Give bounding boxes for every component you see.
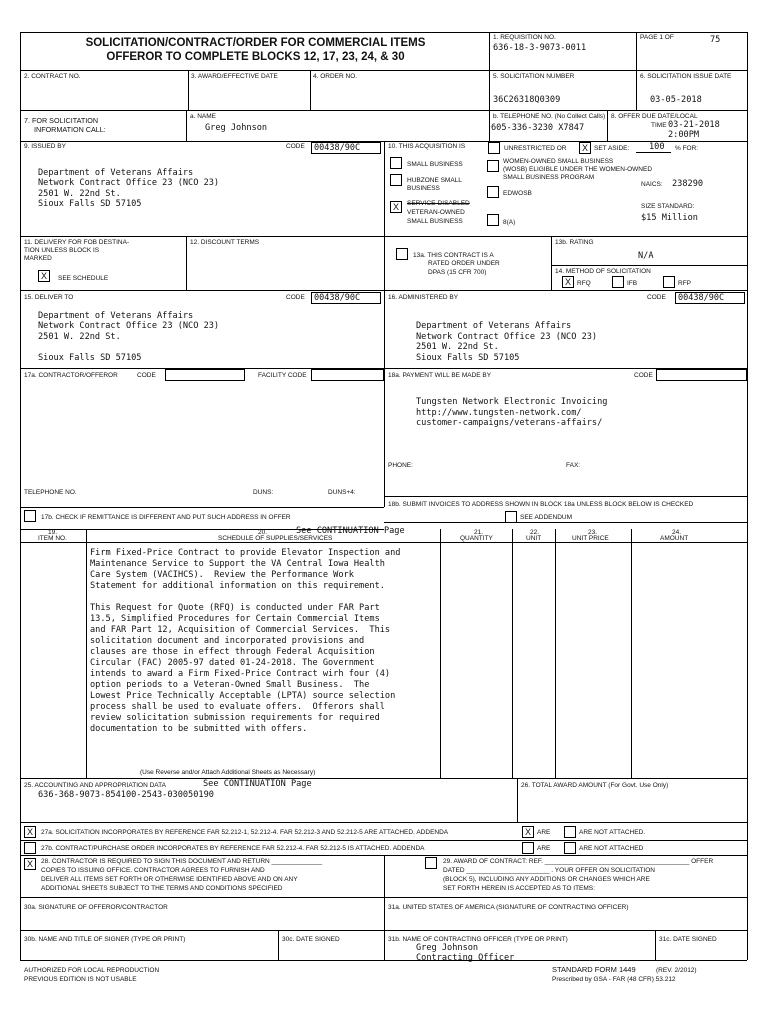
form-title: SOLICITATION/CONTRACT/ORDER FOR COMMERCIAL ITEMS <box>85 37 426 49</box>
remittance-label: 17b. CHECK IF REMITTANCE IS DIFFERENT AND PUT SUCH ADDRESS IN OFFER <box>41 514 291 521</box>
signer-name-label: 30b. NAME AND TITLE OF SIGNER (TYPE OR PRINT) <box>24 936 186 943</box>
eight-a-checkbox[interactable] <box>487 214 499 226</box>
naics-code[interactable]: 238290 <box>672 179 704 189</box>
block-29-line-3: (BLOCK 5), INCLUDING ANY ADDITIONS OR CHANGES WHICH ARE <box>443 876 650 883</box>
unrestricted-checkbox[interactable] <box>488 142 500 154</box>
eight-a-label: 8(A) <box>503 219 516 226</box>
rfp-label: RFP <box>678 280 691 287</box>
footer-previous-edition: PREVIOUS EDITION IS NOT USABLE <box>24 976 137 983</box>
administered-by-line-4: Sioux Falls SD 57105 <box>416 353 520 363</box>
remittance-checkbox[interactable] <box>24 510 36 522</box>
total-award-label: 26. TOTAL AWARD AMOUNT (For Govt. Use Only) <box>521 782 669 789</box>
wosb-label-3: SMALL BUSINESS PROGRAM <box>503 174 595 181</box>
col-unit-label: UNIT <box>526 535 542 542</box>
col-quantity-num: 21. <box>474 529 484 536</box>
schedule-p2-l6: Circular (FAC) 2005-97 dated 01-24-2018. The Government <box>90 658 375 668</box>
col-item-label: ITEM NO. <box>38 535 67 542</box>
block-29-line-4: SET FORTH HEREIN IS ACCEPTED AS TO ITEMS: <box>443 885 595 892</box>
offer-due-date[interactable]: 03-21-2018 <box>668 120 720 130</box>
col-schedule-label: SCHEDULE OF SUPPLIES/SERVICES <box>218 535 333 542</box>
sdvosb-label-1: SERVICE-DISABLED <box>407 200 470 207</box>
rfp-checkbox[interactable] <box>663 276 675 288</box>
addendum-label: SEE ADDENDUM <box>520 514 573 521</box>
acquisition-label: 10. THIS ACQUISITION IS <box>388 143 466 150</box>
requisition-number[interactable]: 636-18-3-9073-0011 <box>493 43 587 53</box>
hubzone-label-2: BUSINESS <box>407 185 440 192</box>
see-schedule-label: SEE SCHEDULE <box>58 275 109 282</box>
submit-invoices-label: 18b. SUBMIT INVOICES TO ADDRESS SHOWN IN BLOCK 18a UNLESS BLOCK BELOW IS CHECKED <box>388 501 694 508</box>
issued-by-label: 9. ISSUED BY <box>24 143 66 150</box>
officer-date-label: 31c. DATE SIGNED <box>659 936 717 943</box>
schedule-p2-l8: option periods to a Veteran-Owned Small Business. The <box>90 680 370 690</box>
col-amount-label: AMOUNT <box>660 535 689 542</box>
administered-by-line-3: 2501 W. 22nd St. <box>416 342 499 352</box>
payment-line-2[interactable]: http://www.tungsten-network.com/ <box>416 408 582 418</box>
addenda-b-are-not-label: ARE NOT ATTACHED <box>579 845 644 852</box>
offeror-signature-label: 30a. SIGNATURE OF OFFEROR/CONTRACTOR <box>24 904 168 911</box>
issued-by-line-1: Department of Veterans Affairs <box>38 168 194 178</box>
block-28-line-3: DELIVER ALL ITEMS SET FORTH OR OTHERWISE IDENTIFIED ABOVE AND ON ANY <box>41 876 298 883</box>
footer-revision: (REV. 2/2012) <box>656 967 697 974</box>
addenda-are-checkbox[interactable]: X <box>522 826 534 838</box>
facility-code-field[interactable] <box>311 369 384 381</box>
schedule-p2-l11: review solicitation submission requirements for required <box>90 713 380 723</box>
award-date-label: 3. AWARD/EFFECTIVE DATE <box>191 73 278 80</box>
issue-date-label: 6. SOLICITATION ISSUE DATE <box>640 73 732 80</box>
schedule-p2-l5: clauses are those in effect through Federal Acquisition <box>90 647 375 657</box>
page-total: 75 <box>710 35 721 45</box>
col-amount-num: 24. <box>672 529 682 536</box>
percent-for-label: % FOR: <box>675 145 699 152</box>
form-subtitle: OFFEROR TO COMPLETE BLOCKS 12, 17, 23, 24, & 30 <box>106 51 405 63</box>
facility-code-label: FACILITY CODE <box>258 372 307 379</box>
info-call-label: 7. FOR SOLICITATION <box>24 116 99 125</box>
schedule-p2-l1: This Request for Quote (RFQ) is conducted under FAR Part <box>90 603 380 613</box>
issued-by-line-4: Sioux Falls SD 57105 <box>38 199 142 209</box>
rated-order-label-2: RATED ORDER UNDER <box>428 260 500 267</box>
wosb-checkbox[interactable] <box>487 160 499 172</box>
name-label: a. NAME <box>190 113 217 120</box>
info-call-label-2: INFORMATION CALL: <box>34 125 106 134</box>
deliver-to-line-2: Network Contract Office 23 (NCO 23) <box>38 321 220 331</box>
clause-27b-label: 27b. CONTRACT/PURCHASE ORDER INCORPORATES BY REFERENCE FAR 52.212-4. FAR 52.212-5 IS ATTACHED. ADDENDA <box>41 845 425 852</box>
deliver-to-label: 15. DELIVER TO <box>24 294 74 301</box>
wosb-label-1: WOMEN-OWNED SMALL BUSINESS <box>503 158 614 165</box>
contractor-label: 17a. CONTRACTOR/OFFEROR <box>24 372 118 379</box>
payment-code-label: CODE <box>634 372 653 379</box>
offer-due-time[interactable]: 2:00PM <box>668 130 700 140</box>
schedule-see-continuation: See CONTINUATION Page <box>296 526 405 536</box>
rfq-checkbox[interactable]: X <box>562 276 574 288</box>
solicitation-number[interactable]: 36C26318Q0309 <box>493 95 561 105</box>
size-standard-label: SIZE STANDARD: <box>641 203 695 210</box>
contact-name[interactable]: Greg Johnson <box>205 123 268 133</box>
deliver-to-line-5: Sioux Falls SD 57105 <box>38 353 142 363</box>
delivery-label-2: TION UNLESS BLOCK IS <box>24 247 100 254</box>
contractor-code-label: CODE <box>137 372 156 379</box>
rated-order-checkbox[interactable] <box>396 248 408 260</box>
schedule-p1-l4: Statement for additional information on this requirement. <box>90 581 385 591</box>
block-28-line-4: ADDITIONAL SHEETS SUBJECT TO THE TERMS AND CONDITIONS SPECIFIED <box>41 885 283 892</box>
block-28-line-2: COPIES TO ISSUING OFFICE. CONTRACTOR AGREES TO FURNISH AND <box>41 867 265 874</box>
contact-phone[interactable]: 605-336-3230 X7847 <box>491 123 585 133</box>
col-unit-price-label: UNIT PRICE <box>572 535 609 542</box>
col-schedule-num: 20. <box>258 529 268 536</box>
issued-by-code[interactable]: 00438/90C <box>311 142 381 154</box>
addenda-are-label: ARE <box>537 829 551 836</box>
duns-label: DUNS: <box>253 489 274 496</box>
addendum-checkbox[interactable] <box>505 511 517 523</box>
edwosb-label: EDWOSB <box>503 190 532 197</box>
footer-reproduction: AUTHORIZED FOR LOCAL REPRODUCTION <box>24 967 160 974</box>
clause-27b-checkbox[interactable] <box>24 842 36 854</box>
see-schedule-checkbox[interactable]: X <box>38 270 50 282</box>
phone-label: b. TELEPHONE NO. (No Collect Calls) <box>493 113 606 120</box>
footer-prescribed: Prescribed by GSA - FAR (48 CFR) 53.212 <box>552 976 676 983</box>
payment-phone-label: PHONE: <box>388 462 413 469</box>
addenda-b-are-checkbox[interactable] <box>522 842 534 854</box>
schedule-p2-l9: Lowest Price Technically Acceptable (LPTA) source selection <box>90 691 396 701</box>
administered-by-code-label: CODE <box>647 294 666 301</box>
payment-code-field[interactable] <box>656 369 747 381</box>
discount-terms-label: 12. DISCOUNT TERMS <box>190 239 260 246</box>
col-unit-num: 22. <box>530 529 540 536</box>
unrestricted-label: UNRESTRICTED OR <box>504 145 567 152</box>
deliver-to-line-1: Department of Veterans Affairs <box>38 311 194 321</box>
officer-name-label: 31b. NAME OF CONTRACTING OFFICER (TYPE OR PRINT) <box>388 936 568 943</box>
delivery-label-1: 11. DELIVERY FOR FOB DESTINA- <box>24 239 130 246</box>
officer-name[interactable]: Greg Johnson <box>416 943 479 953</box>
rating-value[interactable]: N/A <box>638 251 654 261</box>
wosb-label-2: (WOSB) ELIGIBLE UNDER THE WOMEN-OWNED <box>503 166 653 173</box>
administered-by-line-2: Network Contract Office 23 (NCO 23) <box>416 332 598 342</box>
block-28-line-1: 28. CONTRACTOR IS REQUIRED TO SIGN THIS DOCUMENT AND RETURN ______________ <box>41 858 323 865</box>
small-business-label: SMALL BUSINESS <box>407 161 463 168</box>
small-business-checkbox[interactable] <box>390 157 402 169</box>
schedule-p2-l7: intends to award a Firm Fixed-Price Contract wirh four (4) <box>90 669 391 679</box>
col-unit-price-num: 23. <box>588 529 598 536</box>
sdvosb-label-3: SMALL BUSINESS <box>407 218 463 225</box>
schedule-p2-l3: and FAR Part 12, Acquisition of Commercial Services. This <box>90 625 391 635</box>
accounting-data[interactable]: 636-368-9073-854100-2543-030050190 <box>38 790 214 800</box>
solicitation-number-label: 5. SOLICITATION NUMBER <box>493 73 575 80</box>
schedule-p2-l2: 13.5, Simplified Procedures for Certain Commercial Items <box>90 614 380 624</box>
sdvosb-label-2: VETERAN-OWNED <box>407 209 465 216</box>
block-29-checkbox[interactable] <box>425 857 437 869</box>
addenda-are-not-checkbox[interactable] <box>564 826 576 838</box>
ifb-checkbox[interactable] <box>612 276 624 288</box>
offer-due-time-label: TIME <box>651 122 667 129</box>
schedule-p1-l2: Maintenance Service to Support the VA Central Iowa Health <box>90 559 385 569</box>
contractor-code-field[interactable] <box>165 369 245 381</box>
addenda-are-not-label: ARE NOT ATTACHED. <box>579 829 646 836</box>
requisition-label: 1. REQUISITION NO. <box>493 34 556 41</box>
payment-line-1: Tungsten Network Electronic Invoicing <box>416 397 608 407</box>
set-aside-label: SET ASIDE: <box>594 145 630 152</box>
duns4-label: DUNS+4: <box>328 489 356 496</box>
size-standard-value[interactable]: $15 Million <box>641 213 698 223</box>
rating-label: 13b. RATING <box>555 239 594 246</box>
block-29-line-2: DATED _______________________ . YOUR OFFER ON SOLICITATION <box>443 867 655 874</box>
set-aside-percent[interactable]: 100 <box>649 142 665 152</box>
naics-label: NAICS: <box>641 181 663 188</box>
block-28-checkbox[interactable]: X <box>24 858 36 870</box>
deliver-to-code-label: CODE <box>286 294 305 301</box>
col-quantity-label: QUANTITY <box>460 535 493 542</box>
administered-by-label: 16. ADMINISTERED BY <box>388 294 459 301</box>
schedule-p2-l4: solicitation document and incorporated provisions and <box>90 636 365 646</box>
clause-27a-label: 27a. SOLICITATION INCORPORATES BY REFERENCE FAR 52.212-1, 52.212-4. FAR 52.212-3 AND 52.212-5 ARE ATTACHED. ADDENDA <box>41 829 449 836</box>
officer-title[interactable]: Contracting Officer <box>416 953 515 963</box>
page-label: PAGE 1 OF <box>640 34 674 41</box>
rfq-label: RFQ <box>577 280 591 287</box>
schedule-p2-l12: documentation to be submitted with offers. <box>90 724 308 734</box>
schedule-p1-l3: Care System (VACIHCS). Review the Performance Work <box>90 570 354 580</box>
schedule-p2-l10: process shall be used to evaluate offers. Offerors shall <box>90 702 385 712</box>
rated-order-label-1: 13a. THIS CONTRACT IS A <box>413 252 494 259</box>
schedule-p1-l1: Firm Fixed-Price Contract to provide Elevator Inspection and <box>90 548 401 558</box>
clause-27a-checkbox[interactable]: X <box>24 826 36 838</box>
telephone-label: TELEPHONE NO. <box>24 489 77 496</box>
contract-no-label: 2. CONTRACT NO. <box>24 73 81 80</box>
payment-fax-label: FAX: <box>566 462 581 469</box>
issued-by-code-label: CODE <box>286 143 305 150</box>
deliver-to-code[interactable]: 00438/90C <box>311 292 381 304</box>
ifb-label: IFB <box>627 280 638 287</box>
issued-by-line-2: Network Contract Office 23 (NCO 23) <box>38 178 220 188</box>
block-29-line-1: 29. AWARD OF CONTRACT: REF. ________________________________________ OFFER <box>443 858 714 865</box>
administered-by-line-1: Department of Veterans Affairs <box>416 321 572 331</box>
col-item-num: 19. <box>48 529 58 536</box>
administered-by-code[interactable]: 00438/90C <box>675 292 745 304</box>
payment-line-3[interactable]: customer-campaigns/veterans-affairs/ <box>416 418 603 428</box>
edwosb-checkbox[interactable] <box>487 186 499 198</box>
delivery-label-3: MARKED <box>24 255 52 262</box>
sdvosb-checkbox[interactable]: X <box>390 201 402 213</box>
hubzone-label-1: HUBZONE SMALL <box>407 177 462 184</box>
method-label: 14. METHOD OF SOLICITATION <box>555 268 651 275</box>
footer-form-number: STANDARD FORM 1449 <box>552 965 636 974</box>
accounting-see-continuation: See CONTINUATION Page <box>203 779 312 789</box>
accounting-label: 25. ACCOUNTING AND APPROPRIATION DATA <box>24 782 166 789</box>
payment-label: 18a. PAYMENT WILL BE MADE BY <box>388 372 492 379</box>
offeror-date-label: 30c. DATE SIGNED <box>282 936 340 943</box>
hubzone-checkbox[interactable] <box>390 174 402 186</box>
order-no-label: 4. ORDER NO. <box>313 73 358 80</box>
addenda-b-are-label: ARE <box>537 845 551 852</box>
issue-date[interactable]: 03-05-2018 <box>650 95 702 105</box>
officer-signature-label: 31a. UNITED STATES OF AMERICA (SIGNATURE OF CONTRACTING OFFICER) <box>388 904 629 911</box>
offer-due-label: 8. OFFER DUE DATE/LOCAL <box>611 113 698 120</box>
reverse-note: (Use Reverse and/or Attach Additional Sheets as Necessary) <box>140 769 316 776</box>
issued-by-line-3: 2501 W. 22nd St. <box>38 189 121 199</box>
addenda-b-are-not-checkbox[interactable] <box>564 842 576 854</box>
set-aside-checkbox[interactable]: X <box>579 142 591 154</box>
deliver-to-line-3: 2501 W. 22nd St. <box>38 332 121 342</box>
rated-order-label-3: DPAS (15 CFR 700) <box>428 269 487 276</box>
